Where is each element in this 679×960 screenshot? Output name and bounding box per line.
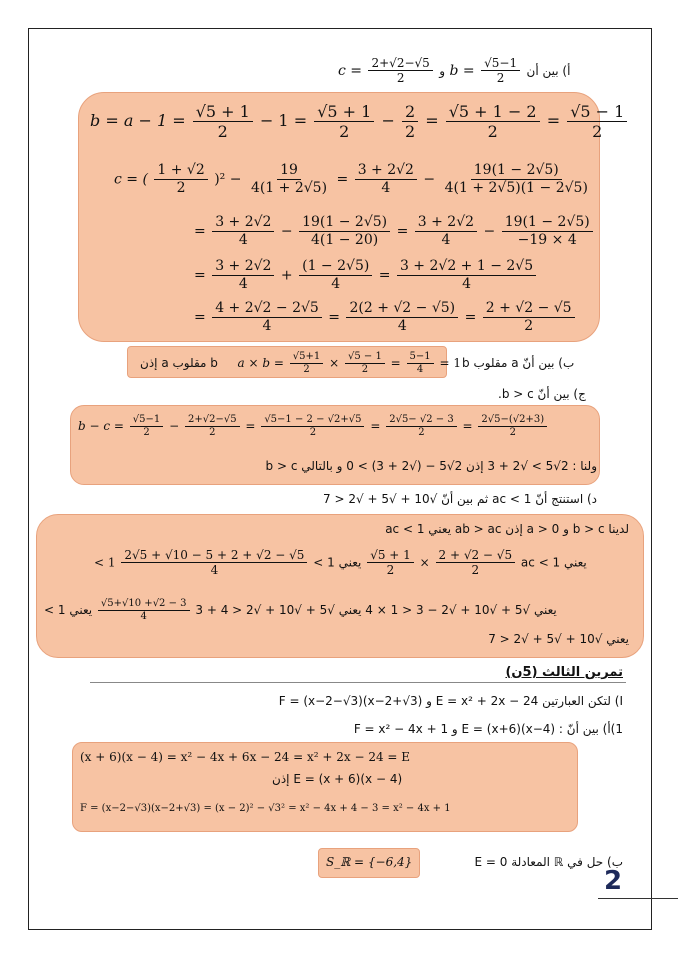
exercise-intro: I) لتكن العبارتين E = x² + 2x − 24 و F = (x−2−√3)(x−2+√3) — [278, 694, 623, 708]
part-b-label: ب) بين أنّ a مقلوب b — [462, 356, 575, 370]
part-c-label: ج) بين أنّ b > c. — [498, 387, 586, 401]
c-derivation-line-2: = $\frac{3 + 2√2}{4}$ − $\frac{19(1 - 2√5)}{4(1 - 20)}$ = $\frac{3 + 2√2}{4}$ − $\frac{19(1 - 2√5)}{-19 \times 4}$ — [194, 214, 595, 249]
solve-question: ب) حل في ℝ المعادلة E = 0 — [474, 855, 623, 869]
page-number: 2 — [604, 866, 623, 896]
c-derivation-line-4: = $\frac{4 + 2√2 - 2√5}{4}$ = $\frac{2(2 + √2 - √5)}{4}$ = $\frac{2 + √2 - √5}{2}$ — [194, 300, 577, 335]
b-definition-fraction: $\frac{√5-1}{2}$ — [481, 56, 520, 86]
c-definition-lhs: c = — [338, 62, 363, 79]
exercise-question-1: 1)أ) بين أنّ : E = (x+6)(x−4) و F = x² − 4x + 1 — [353, 722, 623, 736]
part-a-label: أ) بين أن — [526, 63, 571, 78]
e-expansion: (x + 6)(x − 4) = x² − 4x + 6x − 24 = x² + 2x − 24 = E — [80, 750, 411, 764]
exercise-title: تمرين الثالث (5ن) — [505, 665, 623, 680]
part-d-label: د) استنتج أنّ ac < 1 ثم بين أنّ √10 + √5 + √2 < 7 — [323, 492, 597, 506]
b-minus-c-derivation: b − c = $\frac{√5-1}{2}$ − $\frac{2+√2-√5}{2}$ = $\frac{√5-1 - 2 - √2+√5}{2}$ = $\frac{2√5- √2 - 3}{2}$ = $\frac{2√5-(√2+3)}{2}$ — [78, 414, 549, 439]
c-derivation-line-1: c = ( $\frac{1 + √2}{2}$ )² − $\frac{19}{4(1 + 2√5)}$ = $\frac{3 + 2√2}{4}$ − $\frac{19(1 - 2√5)}{4(1 + 2√5)(1 - 2√5)}$ — [114, 162, 588, 196]
ac-less-1-reasoning: لدينا b > c و a > 0 إذن ab > ac يعني ac < 1 — [385, 522, 629, 536]
f-expansion: F = (x−2−√3)(x−2+√3) = (x − 2)² − √3² = x² − 4x + 4 − 3 = x² − 4x + 1 — [80, 803, 451, 814]
solution-set: S_ℝ = {−6,4} — [326, 855, 413, 869]
page-number-rule — [598, 898, 678, 899]
part-a-statement: c = $\frac{2+√2-√5}{2}$ و b = $\frac{√5-1}{2}$ أ) بين أن — [338, 56, 571, 86]
root-sum-result: يعني √10 + √5 + √2 < 7 — [488, 632, 629, 646]
e-factored-result: إذن E = (x + 6)(x − 4) — [272, 772, 403, 786]
title-rule — [90, 682, 626, 683]
root-sum-inequality-line: < 1 يعني √5 + √10 + √2 − 3 < 1 × 4 يعني √5 + √10 + √2 < 4 + 3 $\frac{√5+√10 +√2 - 3}{4}$ يعني — [44, 598, 557, 622]
ac-product-line: < 1 $\frac{2√5 + √10 - 5 + 2 + √2 - √5}{4}$ < 1 يعني $\frac{√5 + 1}{2}$ × $\frac{2 + √2 - √5}{2}$ ac < 1 يعني — [94, 548, 587, 578]
part-b-conclusion: إذن a مقلوب b — [140, 356, 218, 370]
b-derivation: b = a − 1 = $\frac{√5 + 1}{2}$ − 1 = $\frac{√5 + 1}{2}$ − $\frac{2}{2}$ = $\frac{√5 + 1 - 2}{2}$ = $\frac{√5 - 1}{2}$ — [90, 102, 629, 141]
c-derivation-line-3: = $\frac{3 + 2√2}{4}$ + $\frac{(1 - 2√5)}{4}$ = $\frac{3 + 2√2 + 1 - 2√5}{4}$ — [194, 258, 538, 293]
part-b-work: إذن a مقلوب b a × b = $\frac{√5+1}{2}$ × $\frac{√5 - 1}{2}$ = $\frac{5-1}{4}$ = 1 — [140, 351, 461, 375]
b-definition-lhs: b = — [449, 62, 475, 79]
c-definition-fraction: $\frac{2+√2-√5}{2}$ — [368, 56, 432, 86]
b-greater-c-conclusion: ولنا : 2√5 > √2 + 3 إذن 2√5 − (√2 + 3) > 0 و بالتالي b > c — [265, 459, 597, 473]
